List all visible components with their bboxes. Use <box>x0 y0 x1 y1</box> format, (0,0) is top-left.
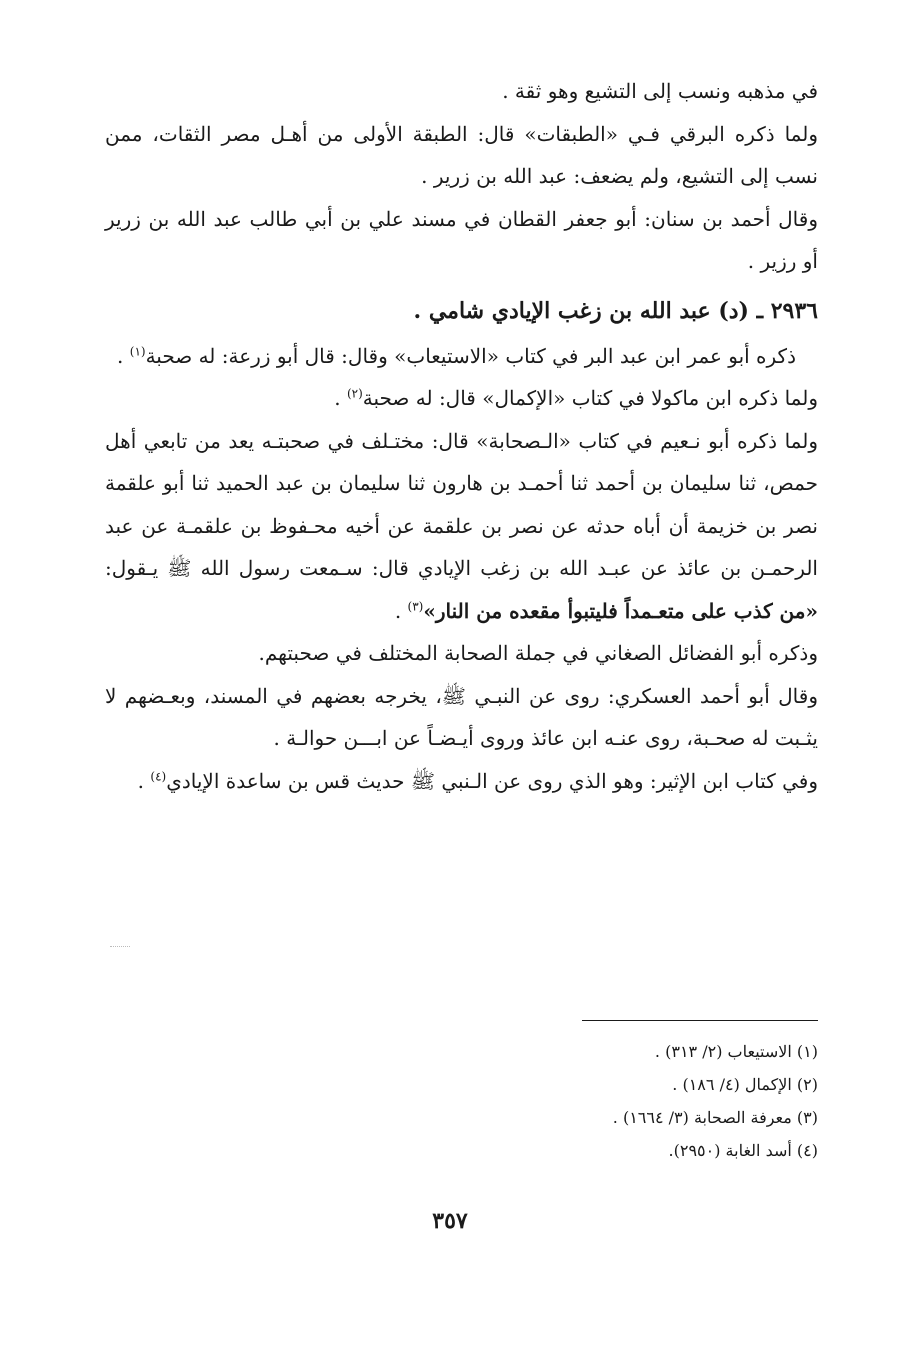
hadith-quote: «من كذب على متعـمداً فليتبوأ مقعده من النار» <box>423 598 818 623</box>
paragraph-4-text: ذكره أبو عمر ابن عبد البر في كتاب «الاستيعاب» وقال: قال أبو زرعة: له صحبة <box>145 343 796 368</box>
paragraph-3: وقال أحمد بن سنان: أبو جعفر القطان في مسند علي بن أبي طالب عبد الله بن زرير أو رزير . <box>105 206 818 273</box>
paragraph-1: في مذهبه ونسب إلى التشيع وهو ثقة . <box>502 79 818 103</box>
paragraph-6-end: . <box>394 598 408 623</box>
footnote-2: (٢) الإكمال (٤/ ١٨٦) . <box>672 1075 818 1094</box>
paragraph-5 <box>105 377 818 420</box>
footnotes <box>398 1035 818 1167</box>
paragraph-8: وقال أبو أحمد العسكري: روى عن النبـي ﷺ، يخرجه بعضهم في المسند، وبعـضهم لا يثـبت له صحـبة، روى عنـه ابن عائذ وروى أيـضـاً عن ابـــن حوالـة . <box>105 683 818 750</box>
footnote-ref-1: (١) <box>129 343 146 358</box>
footnote-ref-4: (٤) <box>150 768 167 783</box>
paragraph-4 <box>105 335 818 378</box>
footnote-1: (١) الاستيعاب (٢/ ٣١٣) . <box>654 1042 818 1061</box>
paragraph-9-text: وفي كتاب ابن الإثير: وهو الذي روى عن الـنبي ﷺ حديث قس بن ساعدة الإيادي <box>166 768 818 793</box>
page-body <box>105 70 818 802</box>
paragraph-6-text: ولما ذكره أبو نـعيم في كتاب «الـصحابة» قال: مختـلف في صحبتـه يعد من تابعي أهل حمص، ثنا سليمان بن أحمد ثنا أحمـد بن هارون ثنا سليمان بن عبد الحميد ثنا أبو علقمة نصر بن خزيمة أن أباه حدثه عن نصر بن علقمة عن أخيه محـفوظ بن علقمـة عن عبد الرحمـن بن عائذ عن عبـد الله بن زغب الإيادي قال: سـمعت رسول الله ﷺ يـقول: <box>105 428 818 580</box>
paragraph-5-text: ولما ذكره ابن ماكولا في كتاب «الإكمال» قال: له صحبة <box>362 386 818 410</box>
footnote-divider <box>582 1020 818 1021</box>
paragraph-7: وذكره أبو الفضائل الصغاني في جملة الصحابة المختلف في صحبتهم. <box>258 641 818 665</box>
footnote-4: (٤) أسد الغابة (٢٩٥٠). <box>668 1141 818 1160</box>
entry-heading: ٢٩٣٦ ـ (د) عبد الله بن زغب الإيادي شامي . <box>413 297 818 324</box>
paragraph-5-end: . <box>334 386 347 410</box>
footnote-ref-2: (٢) <box>346 386 363 401</box>
paragraph-9 <box>105 760 818 803</box>
margin-mark <box>110 946 130 947</box>
paragraph-4-end: . <box>117 343 130 368</box>
paragraph-2: ولما ذكره البرقي فـي «الطبقات» قال: الطبقة الأولى من أهـل مصر الثقات، ممن نسب إلى التشيع، ولم يضعف: عبد الله بن زرير . <box>105 121 818 188</box>
footnote-3: (٣) معرفة الصحابة (٣/ ١٦٦٤) . <box>612 1108 818 1127</box>
page-number: ٣٥٧ <box>432 1208 468 1234</box>
paragraph-9-end: . <box>137 768 151 793</box>
footnote-ref-3: (٣) <box>407 598 424 613</box>
paragraph-6 <box>105 420 818 633</box>
